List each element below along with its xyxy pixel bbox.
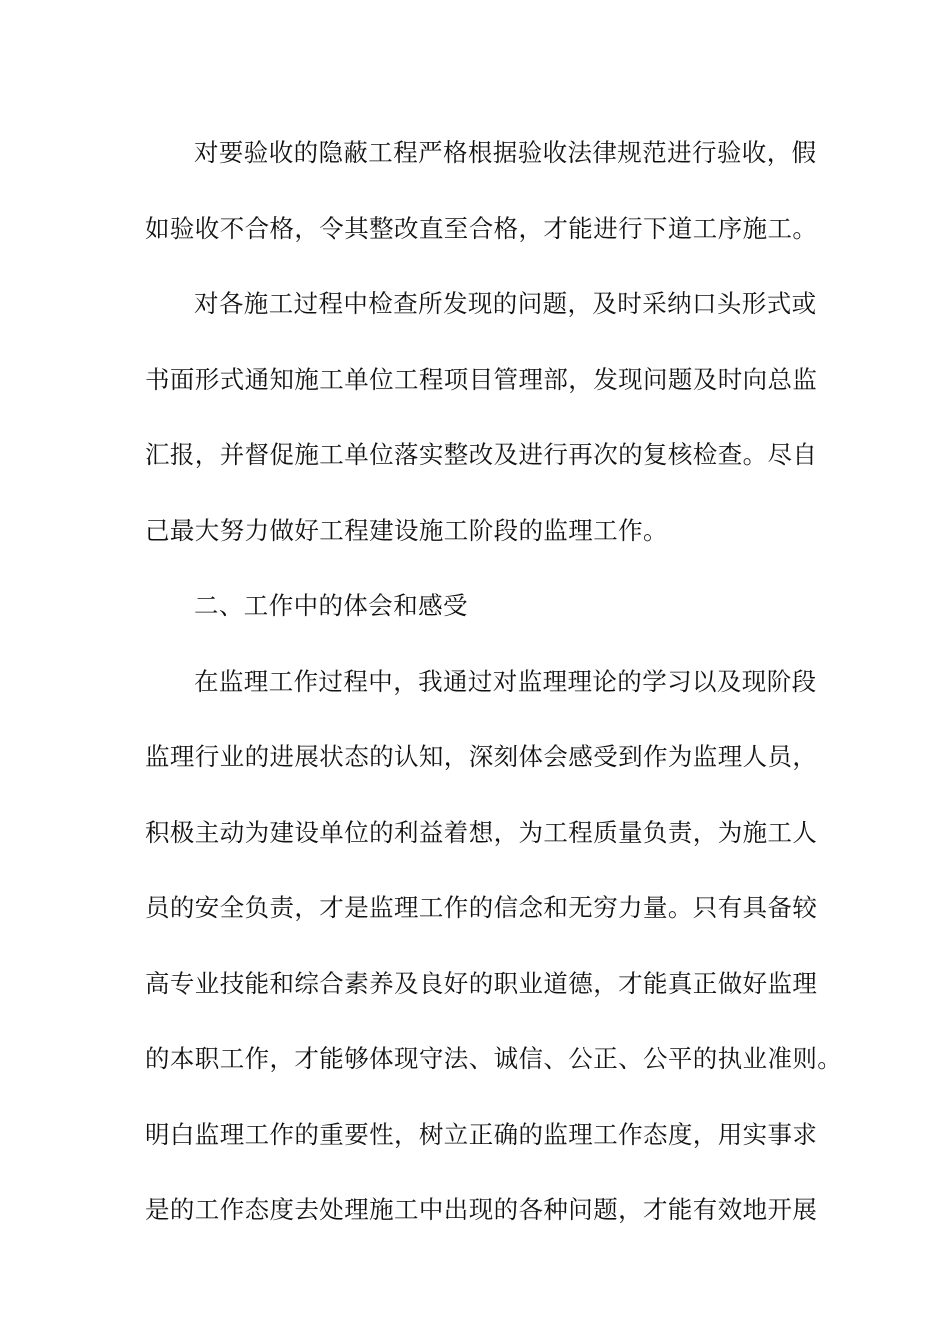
paragraph-line: 己最大努力做好工程建设施工阶段的监理工作。 xyxy=(145,515,668,545)
paragraph-line: 是的工作态度去处理施工中出现的各种问题，才能有效地开展 xyxy=(145,1195,818,1224)
paragraph-line: 书面形式通知施工单位工程项目管理部，发现问题及时向总监 xyxy=(145,364,818,394)
paragraph-line: 汇报，并督促施工单位落实整改及进行再次的复核检查。尽自 xyxy=(145,440,818,469)
paragraph-line: 员的安全负责，才是监理工作的信念和无穷力量。只有具备较 xyxy=(145,893,818,922)
paragraph-line: 对要验收的隐蔽工程严格根据验收法律规范进行验收，假 xyxy=(194,138,817,167)
paragraph-line: 高专业技能和综合素养及良好的职业道德，才能真正做好监理 xyxy=(145,968,818,998)
paragraph-line: 对各施工过程中检查所发现的问题，及时采纳口头形式或 xyxy=(194,289,817,318)
paragraph-line: 明白监理工作的重要性，树立正确的监理工作态度，用实事求 xyxy=(145,1119,818,1149)
section-heading: 二、工作中的体会和感受 xyxy=(194,591,468,620)
paragraph-line: 的本职工作，才能够体现守法、诚信、公正、公平的执业准则。 xyxy=(145,1044,843,1073)
paragraph-line: 如验收不合格，令其整改直至合格，才能进行下道工序施工。 xyxy=(145,213,818,243)
document-body xyxy=(145,128,843,1261)
paragraph-line: 监理行业的进展状态的认知，深刻体会感受到作为监理人员， xyxy=(145,742,818,771)
paragraph-line: 积极主动为建设单位的利益着想，为工程质量负责，为施工人 xyxy=(145,817,818,847)
paragraph-line: 在监理工作过程中，我通过对监理理论的学习以及现阶段 xyxy=(194,666,817,696)
